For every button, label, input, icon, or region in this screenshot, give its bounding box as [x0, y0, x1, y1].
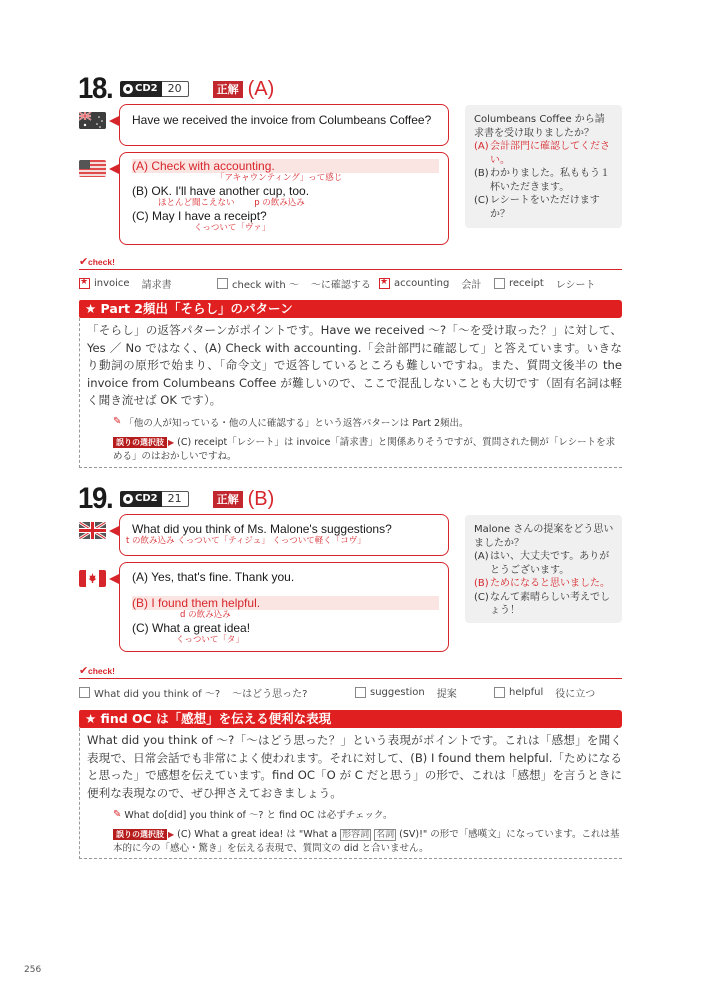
- choices-bubble: [119, 152, 449, 245]
- uk-flag-icon: [79, 522, 106, 539]
- pronunciation-note: くっついて「ヴァ」: [194, 223, 271, 233]
- translation-box: [465, 105, 622, 228]
- speech-pointer: [109, 574, 119, 584]
- explanation-text: What did you think of ～?「～はどう思った？」という表現がポイントです。これは「感想」を聞く表現で、日常会話でも非常によく使われます。それに対して、(B) I found them helpful.「ためになると思った」で感想を伝えています。find OC「O が C だと思う」の形で、これは「感想」を言うときに便利な表現なので、ぜひ押さえておきましょう。: [87, 733, 622, 800]
- track-number: 21: [162, 491, 189, 507]
- adjective-box: 形容詞: [342, 830, 370, 840]
- tip-line: ✎ 「他の人が知っている・他の人に確認する」という返答パターンは Part 2頻出。: [113, 416, 469, 429]
- question-text: Have we received the invoice from Columbeans Coffee?: [132, 113, 432, 127]
- choice-b: (B) OK. I'll have another cup, too.: [132, 184, 310, 198]
- translation-question: Columbeans Coffee から請求書を受け取りましたか？: [474, 114, 605, 139]
- noun-box: 名詞: [376, 830, 395, 840]
- choice-c: (C) What a great idea!: [132, 621, 251, 635]
- checkbox[interactable]: [217, 278, 228, 289]
- vocab-row: [79, 276, 622, 290]
- pencil-icon: ✎: [113, 416, 122, 427]
- canada-flag-icon: [79, 570, 106, 587]
- translation-choice-c: (C) なんて素晴らしい考えでしょう！: [474, 591, 610, 616]
- speech-pointer: [109, 526, 119, 536]
- track-number: 20: [162, 81, 189, 97]
- translation-box: [465, 515, 622, 623]
- correct-answer: (A): [247, 77, 275, 100]
- cd-track-badge[interactable]: CD2 21: [120, 491, 189, 507]
- pronunciation-note: ほとんど聞こえない p の飲み込み: [158, 198, 305, 208]
- star-checkbox[interactable]: [79, 278, 90, 289]
- vocab-row: [79, 685, 622, 699]
- star-checkbox[interactable]: [379, 278, 390, 289]
- choice-a: (A) Yes, that's fine. Thank you.: [132, 570, 295, 584]
- wrong-choice-badge: 誤りの選択肢: [113, 437, 167, 448]
- translation-choice-c: (C) レシートをいただけますか？: [474, 195, 600, 220]
- cd-track-badge[interactable]: CD2 20: [120, 81, 189, 97]
- check-header: ✔ check!: [79, 258, 622, 270]
- checkmark-icon: ✔: [79, 664, 89, 677]
- vocab-item[interactable]: suggestion 提案: [355, 685, 457, 700]
- question-bubble: [119, 514, 449, 556]
- question-number: 18.: [78, 72, 113, 105]
- answer-badge: 正解: [213, 81, 243, 98]
- pencil-icon: ✎: [113, 808, 122, 820]
- cd-icon: [123, 494, 133, 504]
- question-bubble: [119, 104, 449, 146]
- question-text: What did you think of Ms. Malone's suggestions?: [132, 522, 392, 536]
- speech-pointer: [109, 164, 119, 174]
- vocab-item[interactable]: receipt レシート: [494, 276, 596, 291]
- vocab-item[interactable]: check with ～ ～に確認する: [217, 276, 371, 291]
- wrong-choice-note: 誤りの選択肢 ▶ (C) receipt「レシート」は invoice「請求書」と関係ありそうですが、質問された側が「レシートを求める」のはおかしいですね。: [113, 436, 616, 462]
- checkbox[interactable]: [494, 687, 505, 698]
- checkbox[interactable]: [79, 687, 90, 698]
- choices-bubble: [119, 562, 449, 652]
- translation-question: Malone さんの提案をどう思いましたか？: [474, 524, 614, 549]
- usa-flag-icon: [79, 160, 106, 177]
- translation-choice-a: (A) はい、大丈夫です。ありがとうございます。: [474, 551, 610, 576]
- explanation-text: 「そらし」の返答パターンがポイントです。Have we received ～?「～を受け取った？」に対して、Yes ／ No ではなく、(A) Check with accounting.「会計部門に確認して」と答えています。いきなり動詞の原形で始まり、「命令文」で返答しているところも難しいですね。また、質問文後半の the invoice from Columbeans Coffee が難しいので、ここで混乱しないことも大切です（固有名詞は軽く聞き流せば OK です）。: [87, 323, 622, 407]
- explanation-box: [79, 318, 622, 468]
- correct-answer: (B): [247, 487, 275, 510]
- question-19-header: [78, 484, 274, 514]
- wrong-choice-badge: 誤りの選択肢: [113, 829, 167, 840]
- question-number: 19.: [78, 482, 113, 515]
- section-title-bar: ★ find OC は「感想」を伝える便利な表現: [79, 710, 622, 728]
- choice-c: (C) May I have a receipt?: [132, 209, 267, 223]
- vocab-item[interactable]: helpful 役に立つ: [494, 685, 595, 700]
- answer-badge: 正解: [213, 491, 243, 508]
- tip-line: ✎ What do[did] you think of ～? と find OC は必ずチェック。: [113, 808, 393, 821]
- vocab-item[interactable]: What did you think of ～? ～はどう思った?: [79, 685, 307, 700]
- translation-choice-b: (B) わかりました。私ももう１杯いただきます。: [474, 168, 610, 193]
- pronunciation-note: t の飲み込み くっついて「ティジュ」 くっついて軽く「コヴ」: [126, 536, 366, 546]
- question-18-header: [78, 74, 274, 104]
- cd-icon: [123, 84, 133, 94]
- pronunciation-note: くっついて「タ」: [176, 635, 244, 645]
- pronunciation-note: d の飲み込み: [180, 610, 231, 620]
- checkbox[interactable]: [494, 278, 505, 289]
- section-title-bar: ★ Part 2頻出「そらし」のパターン: [79, 300, 622, 318]
- check-header: ✔ check!: [79, 667, 622, 679]
- vocab-item[interactable]: ★ invoice 請求書: [79, 276, 172, 291]
- checkbox[interactable]: [355, 687, 366, 698]
- translation-choice-b: (B) ためになると思いました。: [474, 578, 610, 589]
- australia-flag-icon: [79, 112, 106, 129]
- vocab-item[interactable]: ★ accounting 会計: [379, 276, 481, 291]
- speech-pointer: [109, 116, 119, 126]
- explanation-box: [79, 728, 622, 859]
- checkmark-icon: ✔: [79, 255, 89, 268]
- choice-b: (B) I found them helpful.: [132, 596, 439, 610]
- arrow-icon: ▶: [168, 830, 175, 839]
- choice-a: (A) Check with accounting.: [132, 159, 439, 173]
- arrow-icon: ▶: [168, 437, 175, 447]
- translation-choice-a: (A) 会計部門に確認してください。: [474, 141, 610, 166]
- pronunciation-note: 「アキャウンティング」って感じ: [216, 173, 343, 183]
- wrong-choice-note: 誤りの選択肢 ▶ (C) What a great idea! は "What a 形容詞 名詞 (SV)!" の形で「感嘆文」になっています。これは基本的に今の「感心・驚き」を伝える表現で、質問文の did と合いません。: [113, 829, 620, 854]
- page-number: 256: [24, 965, 42, 975]
